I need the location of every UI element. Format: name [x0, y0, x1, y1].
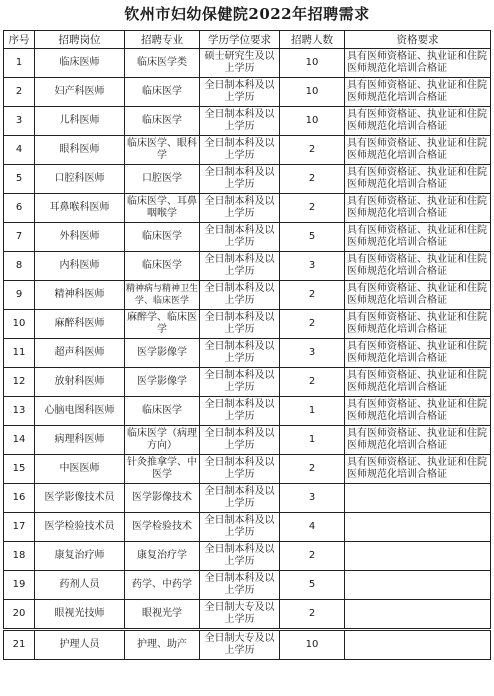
cell-major: 临床医学 [125, 107, 200, 136]
cell-req: 具有医师资格证、执业证和住院医师规范化培训合格证 [345, 281, 491, 310]
cell-no: 10 [4, 310, 35, 339]
cell-count: 5 [280, 223, 345, 252]
cell-major: 临床医学 [125, 78, 200, 107]
cell-req: 具有医师资格证、执业证和住院医师规范化培训合格证 [345, 165, 491, 194]
cell-major: 医学影像技术 [125, 484, 200, 513]
cell-req: 具有医师资格证、执业证和住院医师规范化培训合格证 [345, 455, 491, 484]
cell-count: 2 [280, 136, 345, 165]
cell-req: 具有医师资格证、执业证和住院医师规范化培训合格证 [345, 78, 491, 107]
cell-count: 2 [280, 194, 345, 223]
table-row [4, 165, 491, 194]
cell-no: 11 [4, 339, 35, 368]
cell-major: 临床医学类 [125, 49, 200, 78]
cell-req: 具有医师资格证、执业证和住院医师规范化培训合格证 [345, 252, 491, 281]
cell-major: 精神病与精神卫生学、临床医学 [125, 281, 200, 310]
cell-edu: 全日制本科及以上学历 [200, 136, 280, 165]
cell-post: 精神科医师 [35, 281, 125, 310]
cell-no: 14 [4, 426, 35, 455]
cell-no: 2 [4, 78, 35, 107]
table-row [4, 455, 491, 484]
table-row [4, 194, 491, 223]
cell-post: 药剂人员 [35, 571, 125, 600]
cell-major: 护理、助产 [125, 631, 200, 660]
cell-major: 临床医学 [125, 397, 200, 426]
cell-post: 临床医师 [35, 49, 125, 78]
cell-req [345, 542, 491, 571]
cell-req: 具有医师资格证、执业证和住院医师规范化培训合格证 [345, 368, 491, 397]
cell-no: 16 [4, 484, 35, 513]
cell-edu: 全日制本科及以上学历 [200, 484, 280, 513]
cell-count: 10 [280, 49, 345, 78]
cell-edu: 全日制本科及以上学历 [200, 281, 280, 310]
cell-major: 临床医学、眼科学 [125, 136, 200, 165]
table-row [4, 339, 491, 368]
cell-post: 口腔科医师 [35, 165, 125, 194]
cell-no: 9 [4, 281, 35, 310]
cell-req: 具有医师资格证、执业证和住院医师规范化培训合格证 [345, 49, 491, 78]
header-post: 招聘岗位 [35, 31, 125, 49]
cell-edu: 全日制本科及以上学历 [200, 542, 280, 571]
cell-count: 4 [280, 513, 345, 542]
cell-edu: 全日制本科及以上学历 [200, 455, 280, 484]
cell-edu: 全日制本科及以上学历 [200, 339, 280, 368]
header-req: 资格要求 [345, 31, 491, 49]
cell-post: 内科医师 [35, 252, 125, 281]
table-row [4, 397, 491, 426]
cell-post: 康复治疗师 [35, 542, 125, 571]
cell-post: 中医医师 [35, 455, 125, 484]
cell-no: 17 [4, 513, 35, 542]
cell-req: 具有医师资格证、执业证和住院医师规范化培训合格证 [345, 223, 491, 252]
cell-count: 1 [280, 397, 345, 426]
cell-post: 放射科医师 [35, 368, 125, 397]
cell-major: 临床医学 [125, 223, 200, 252]
cell-major: 口腔医学 [125, 165, 200, 194]
cell-post: 医学检验技术员 [35, 513, 125, 542]
table-row [4, 252, 491, 281]
cell-post: 眼视光技师 [35, 600, 125, 629]
cell-req [345, 600, 491, 629]
cell-req: 具有医师资格证、执业证和住院医师规范化培训合格证 [345, 194, 491, 223]
cell-major: 医学影像学 [125, 368, 200, 397]
table-row [4, 368, 491, 397]
table-row [4, 484, 491, 513]
cell-req [345, 631, 491, 660]
cell-post: 心脑电图科医师 [35, 397, 125, 426]
cell-no: 18 [4, 542, 35, 571]
cell-edu: 硕士研究生及以上学历 [200, 49, 280, 78]
cell-post: 超声科医师 [35, 339, 125, 368]
cell-req: 具有医师资格证、执业证和住院医师规范化培训合格证 [345, 310, 491, 339]
cell-post: 眼科医师 [35, 136, 125, 165]
cell-no: 20 [4, 600, 35, 629]
table-row [4, 136, 491, 165]
cell-edu: 全日制本科及以上学历 [200, 513, 280, 542]
cell-no: 7 [4, 223, 35, 252]
cell-major: 眼视光学 [125, 600, 200, 629]
cell-post: 外科医师 [35, 223, 125, 252]
cell-count: 10 [280, 631, 345, 660]
cell-no: 4 [4, 136, 35, 165]
cell-edu: 全日制本科及以上学历 [200, 107, 280, 136]
cell-edu: 全日制本科及以上学历 [200, 223, 280, 252]
header-count: 招聘人数 [280, 31, 345, 49]
cell-count: 3 [280, 484, 345, 513]
cell-post: 麻醉科医师 [35, 310, 125, 339]
cell-edu: 全日制本科及以上学历 [200, 368, 280, 397]
cell-major: 医学影像学 [125, 339, 200, 368]
cell-req: 具有医师资格证、执业证和住院医师规范化培训合格证 [345, 426, 491, 455]
header-edu: 学历学位要求 [200, 31, 280, 49]
cell-post: 妇产科医师 [35, 78, 125, 107]
cell-post: 护理人员 [35, 631, 125, 660]
cell-req: 具有医师资格证、执业证和住院医师规范化培训合格证 [345, 339, 491, 368]
cell-count: 10 [280, 78, 345, 107]
recruitment-table [3, 30, 491, 660]
cell-edu: 全日制本科及以上学历 [200, 78, 280, 107]
cell-count: 2 [280, 455, 345, 484]
cell-count: 3 [280, 339, 345, 368]
cell-no: 12 [4, 368, 35, 397]
cell-edu: 全日制本科及以上学历 [200, 252, 280, 281]
cell-req [345, 484, 491, 513]
table-row [4, 542, 491, 571]
table-row [4, 223, 491, 252]
cell-count: 2 [280, 542, 345, 571]
header-no: 序号 [4, 31, 35, 49]
cell-no: 13 [4, 397, 35, 426]
table-row [4, 310, 491, 339]
cell-count: 2 [280, 165, 345, 194]
cell-no: 1 [4, 49, 35, 78]
cell-req: 具有医师资格证、执业证和住院医师规范化培训合格证 [345, 397, 491, 426]
table-row [4, 571, 491, 600]
cell-edu: 全日制本科及以上学历 [200, 165, 280, 194]
cell-no: 8 [4, 252, 35, 281]
table-row [4, 631, 491, 660]
cell-major: 临床医学、耳鼻咽喉学 [125, 194, 200, 223]
table-row [4, 107, 491, 136]
cell-edu: 全日制本科及以上学历 [200, 194, 280, 223]
cell-count: 2 [280, 310, 345, 339]
cell-edu: 全日制大专及以上学历 [200, 600, 280, 629]
cell-count: 10 [280, 107, 345, 136]
cell-major: 临床医学（病理方向） [125, 426, 200, 455]
cell-edu: 全日制本科及以上学历 [200, 426, 280, 455]
table-row [4, 426, 491, 455]
cell-edu: 全日制本科及以上学历 [200, 397, 280, 426]
cell-count: 1 [280, 426, 345, 455]
cell-count: 5 [280, 571, 345, 600]
cell-req: 具有医师资格证、执业证和住院医师规范化培训合格证 [345, 136, 491, 165]
cell-post: 医学影像技术员 [35, 484, 125, 513]
cell-req [345, 513, 491, 542]
cell-edu: 全日制大专及以上学历 [200, 631, 280, 660]
cell-count: 3 [280, 252, 345, 281]
cell-no: 3 [4, 107, 35, 136]
cell-major: 麻醉学、临床医学 [125, 310, 200, 339]
cell-major: 临床医学 [125, 252, 200, 281]
cell-post: 儿科医师 [35, 107, 125, 136]
cell-no: 21 [4, 631, 35, 660]
table-row [4, 78, 491, 107]
cell-edu: 全日制本科及以上学历 [200, 310, 280, 339]
header-major: 招聘专业 [125, 31, 200, 49]
cell-req: 具有医师资格证、执业证和住院医师规范化培训合格证 [345, 107, 491, 136]
page-title: 钦州市妇幼保健院2022年招聘需求 [124, 5, 370, 23]
cell-edu: 全日制本科及以上学历 [200, 571, 280, 600]
table-row [4, 600, 491, 629]
table-header-row [4, 31, 491, 49]
cell-post: 耳鼻喉科医师 [35, 194, 125, 223]
cell-no: 15 [4, 455, 35, 484]
cell-no: 19 [4, 571, 35, 600]
table-row [4, 281, 491, 310]
table-row [4, 49, 491, 78]
cell-no: 5 [4, 165, 35, 194]
cell-count: 2 [280, 281, 345, 310]
table-row [4, 513, 491, 542]
cell-major: 康复治疗学 [125, 542, 200, 571]
cell-no: 6 [4, 194, 35, 223]
cell-count: 2 [280, 368, 345, 397]
cell-major: 药学、中药学 [125, 571, 200, 600]
cell-count: 2 [280, 600, 345, 629]
cell-major: 针灸推拿学、中医学 [125, 455, 200, 484]
cell-major: 医学检验技术 [125, 513, 200, 542]
cell-post: 病理科医师 [35, 426, 125, 455]
cell-req [345, 571, 491, 600]
